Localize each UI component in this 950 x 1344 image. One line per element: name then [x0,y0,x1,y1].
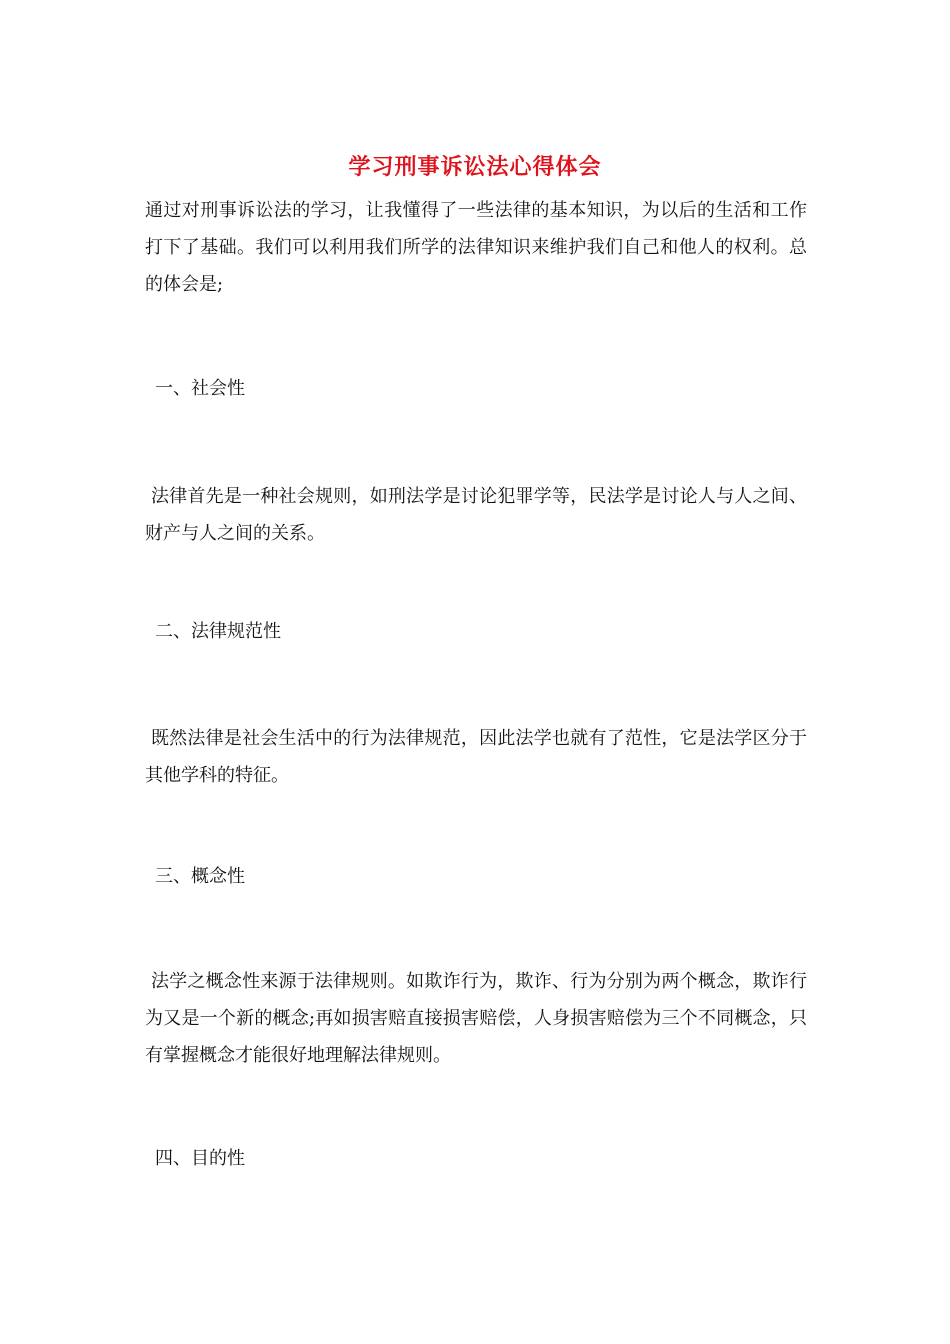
section-heading-3: 三、概念性 [155,866,245,887]
section-heading-1: 一、社会性 [155,378,245,399]
section-heading-2: 二、法律规范性 [155,621,281,642]
document-title: 学习刑事诉讼法心得体会 [348,154,602,180]
intro-paragraph: 通过对刑事诉讼法的学习，让我懂得了一些法律的基本知识，为以后的生活和工作打下了基础。我们可以利用我们所学的法律知识来维护我们自己和他人的权利。总的体会是; [145,200,807,295]
section-body-3: 法学之概念性来源于法律规则。如欺诈行为，欺诈、行为分别为两个概念，欺诈行为又是一个新的概念;再如损害赔直接损害赔偿，人身损害赔偿为三个不同概念，只有掌握概念才能很好地理解法律规则。 [145,971,807,1066]
section-heading-4: 四、目的性 [155,1148,245,1169]
section-body-1: 法律首先是一种社会规则，如刑法学是讨论犯罪学等，民法学是讨论人与人之间、财产与人之间的关系。 [145,486,807,544]
section-body-2: 既然法律是社会生活中的行为法律规范，因此法学也就有了范性，它是法学区分于其他学科的特征。 [145,728,807,786]
